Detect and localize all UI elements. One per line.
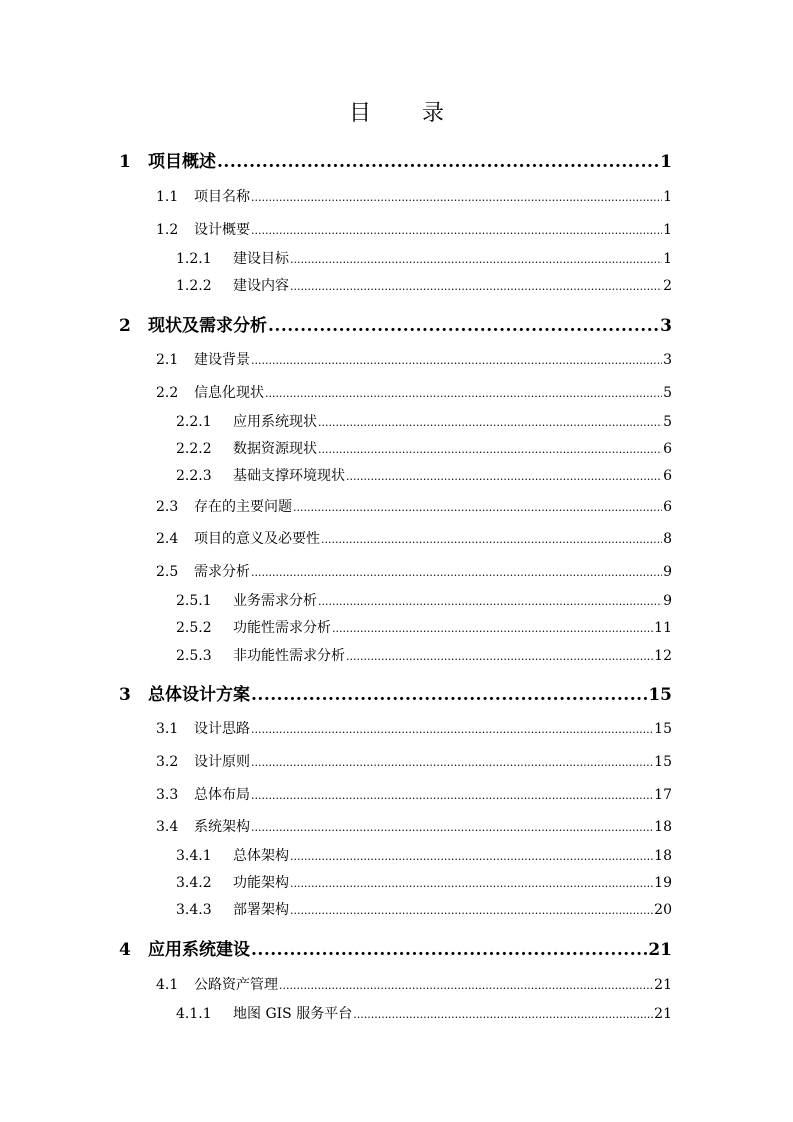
toc-entry-number: 3.4.3 (176, 902, 212, 918)
toc-entry-page: 15 (654, 754, 672, 770)
toc-entry-number: 1 (119, 152, 131, 172)
toc-entry-title: 建设目标 (233, 251, 289, 267)
dot-leader (290, 904, 653, 917)
toc-entry-page: 1 (663, 251, 672, 267)
dot-leader (251, 940, 647, 960)
toc-entry-number: 3.4.1 (176, 848, 212, 864)
toc-entry-page: 3 (663, 352, 672, 368)
toc-entry-number: 4.1 (156, 977, 179, 993)
dot-leader (251, 756, 653, 769)
toc-entry-number: 2.2.3 (176, 468, 212, 484)
toc-entry-number: 2 (119, 316, 131, 336)
toc-entry-title: 应用系统现状 (233, 414, 317, 430)
toc-entry-page: 1 (660, 152, 672, 172)
toc-entry-title: 总体架构 (233, 848, 289, 864)
toc-entry-3-4[interactable] (0, 816, 672, 836)
toc-entry-number: 1.2.2 (176, 278, 212, 294)
toc-entry-3-1[interactable] (0, 718, 672, 738)
toc-entry-title: 总体布局 (194, 787, 250, 803)
toc-entry-page: 6 (663, 499, 672, 515)
dot-leader (251, 723, 653, 736)
dot-leader (251, 191, 662, 204)
dot-leader (251, 224, 662, 237)
dot-leader (318, 416, 662, 429)
dot-leader (251, 821, 653, 834)
toc-entry-title: 数据资源现状 (233, 441, 317, 457)
toc-entry-2-5[interactable] (0, 561, 672, 581)
toc-entry-title: 总体设计方案 (148, 685, 250, 705)
toc-entry-number: 3.3 (156, 787, 179, 803)
toc-entry-title: 功能架构 (233, 875, 289, 891)
toc-entry-2[interactable] (0, 311, 672, 336)
dot-leader (332, 622, 653, 635)
toc-entry-number: 4 (119, 940, 131, 960)
toc-entry-title: 建设内容 (233, 278, 289, 294)
dot-leader (251, 789, 653, 802)
toc-entry-3-4-2[interactable] (0, 872, 672, 892)
dot-leader (217, 152, 659, 172)
dot-leader (346, 470, 662, 483)
toc-entry-1-1[interactable] (0, 186, 672, 206)
toc-entry-number: 2.2.1 (176, 414, 212, 430)
dot-leader (318, 443, 662, 456)
toc-entry-page: 3 (660, 316, 672, 336)
toc-entry-page: 21 (648, 940, 672, 960)
toc-entry-title: 设计原则 (194, 754, 250, 770)
toc-entry-number: 2.5.3 (176, 648, 212, 664)
toc-entry-number: 2.2.2 (176, 441, 212, 457)
dot-leader (353, 1008, 653, 1021)
toc-entry-title: 功能性需求分析 (233, 620, 331, 636)
dot-leader (279, 979, 653, 992)
toc-entry-page: 15 (654, 721, 672, 737)
toc-entry-2-2-1[interactable] (0, 411, 672, 431)
toc-entry-page: 6 (663, 441, 672, 457)
toc-entry-page: 9 (663, 564, 672, 580)
toc-entry-page: 9 (663, 593, 672, 609)
toc-entry-3-4-1[interactable] (0, 845, 672, 865)
dot-leader (290, 253, 662, 266)
toc-entry-4-1-1[interactable] (0, 1003, 672, 1023)
toc-entry-4[interactable] (0, 935, 672, 960)
toc-entry-3[interactable] (0, 680, 672, 705)
toc-entry-title: 公路资产管理 (194, 977, 278, 993)
dot-leader (290, 850, 653, 863)
toc-entry-page: 18 (654, 819, 672, 835)
toc-entry-2-2[interactable] (0, 382, 672, 402)
toc-entry-number: 2.1 (156, 352, 179, 368)
toc-entry-1-2-1[interactable] (0, 248, 672, 268)
toc-entry-title: 部署架构 (233, 902, 289, 918)
toc-entry-number: 3.1 (156, 721, 179, 737)
toc-entry-number: 3 (119, 685, 131, 705)
toc-entry-page: 15 (648, 685, 672, 705)
toc-entry-title: 项目名称 (194, 189, 250, 205)
toc-entry-number: 3.4.2 (176, 875, 212, 891)
toc-entry-title: 系统架构 (194, 819, 250, 835)
toc-entry-page: 6 (663, 468, 672, 484)
toc-entry-3-2[interactable] (0, 751, 672, 771)
toc-entry-page: 21 (654, 1006, 672, 1022)
toc-entry-1-2[interactable] (0, 219, 672, 239)
toc-entry-number: 2.5 (156, 564, 179, 580)
toc-entry-page: 20 (654, 902, 672, 918)
toc-entry-page: 19 (654, 875, 672, 891)
dot-leader (251, 566, 662, 579)
toc-entry-number: 2.5.2 (176, 620, 212, 636)
toc-entry-number: 1.1 (156, 189, 179, 205)
dot-leader (251, 685, 647, 705)
toc-entry-2-3[interactable] (0, 496, 672, 516)
toc-entry-2-5-3[interactable] (0, 645, 672, 665)
toc-title: 目 录 (349, 101, 466, 126)
toc-entry-page: 18 (654, 848, 672, 864)
toc-entry-title: 设计思路 (194, 721, 250, 737)
dot-leader (321, 533, 662, 546)
toc-entry-1[interactable] (0, 147, 672, 172)
toc-entry-title: 需求分析 (194, 564, 250, 580)
dot-leader (251, 354, 662, 367)
toc-entry-title: 信息化现状 (194, 385, 264, 401)
toc-entry-2-5-2[interactable] (0, 617, 672, 637)
toc-entry-number: 2.3 (156, 499, 179, 515)
toc-entry-number: 2.5.1 (176, 593, 212, 609)
toc-entry-page: 12 (654, 648, 672, 664)
toc-entry-page: 1 (663, 222, 672, 238)
toc-entry-page: 8 (663, 531, 672, 547)
toc-entry-page: 21 (654, 977, 672, 993)
toc-entry-page: 2 (663, 278, 672, 294)
toc-entry-page: 1 (663, 189, 672, 205)
toc-entry-2-5-1[interactable] (0, 590, 672, 610)
toc-entry-1-2-2[interactable] (0, 275, 672, 295)
toc-entry-2-2-3[interactable] (0, 465, 672, 485)
toc-entry-page: 11 (654, 620, 672, 636)
toc-entry-title: 设计概要 (194, 222, 250, 238)
toc-entry-title: 非功能性需求分析 (233, 648, 345, 664)
toc-entry-title: 项目的意义及必要性 (194, 531, 320, 547)
toc-entry-2-4[interactable] (0, 528, 672, 548)
toc-entry-2-2-2[interactable] (0, 438, 672, 458)
dot-leader (290, 877, 653, 890)
toc-entry-number: 3.4 (156, 819, 179, 835)
toc-entry-4-1[interactable] (0, 974, 672, 994)
dot-leader (293, 501, 662, 514)
toc-entry-title: 应用系统建设 (148, 940, 250, 960)
toc-entry-title: 建设背景 (194, 352, 250, 368)
toc-entry-page: 17 (654, 787, 672, 803)
toc-entry-title: 基础支撑环境现状 (233, 468, 345, 484)
toc-entry-number: 2.2 (156, 385, 179, 401)
toc-entry-number: 1.2 (156, 222, 179, 238)
toc-entry-number: 2.4 (156, 531, 179, 547)
toc-entry-title: 现状及需求分析 (148, 316, 267, 336)
dot-leader (318, 595, 662, 608)
toc-entry-page: 5 (663, 385, 672, 401)
toc-entry-title: 业务需求分析 (233, 593, 317, 609)
toc-entry-page: 5 (663, 414, 672, 430)
toc-entry-number: 4.1.1 (176, 1006, 212, 1022)
dot-leader (265, 387, 662, 400)
toc-entry-3-3[interactable] (0, 784, 672, 804)
toc-entry-number: 1.2.1 (176, 251, 212, 267)
toc-entry-title: 存在的主要问题 (194, 499, 292, 515)
toc-entry-2-1[interactable] (0, 349, 672, 369)
dot-leader (290, 280, 662, 293)
dot-leader (346, 650, 653, 663)
toc-entry-title: 项目概述 (148, 152, 216, 172)
toc-entry-number: 3.2 (156, 754, 179, 770)
toc-entry-3-4-3[interactable] (0, 899, 672, 919)
toc-entry-title: 地图 GIS 服务平台 (233, 1006, 353, 1022)
dot-leader (268, 316, 659, 336)
